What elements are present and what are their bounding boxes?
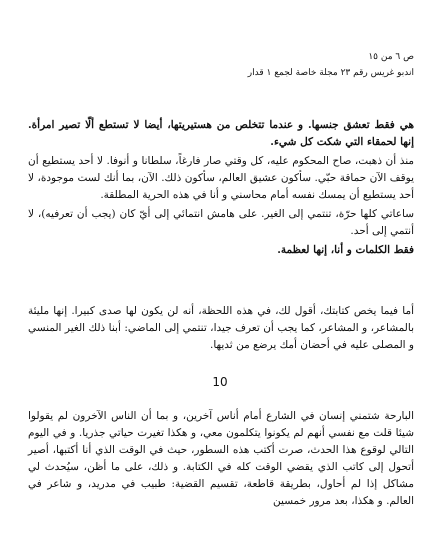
paragraph-2: منذ أن ذهبت، صاح المحكوم عليه، كل وقتي صار فارغاً، سلطانا و أنوفا. لا أحد يستطيع أن يوقف الآن حماقة حبّي. سأكون عشيق العالم، سأكون ذلك. الآن، بما أنك لست موجودة، لا أحد يستطيع أن يمسك نفسه أمام محاسني و أنا في هذه الحرية المطلقة. [28, 155, 414, 201]
section-number: 10 [212, 375, 228, 389]
paragraph-1: هي فقط تعشق جنسها. و عندما تتخلص من هستيريتها، أيضا لا تستطع ألّا تصير امرأة. إنها لحمقاء التي شكت كل شيء. [28, 119, 414, 148]
page-header [28, 52, 414, 90]
section-1 [28, 117, 414, 261]
issue-line: اندبو غريس رقم ٢٣ مجلة خاصة لجمع ١ قدار [247, 68, 414, 78]
section-2 [28, 303, 414, 356]
section-3 [28, 408, 414, 512]
paragraph-3: ساعاتي كلها حرّة، تنتمي إلى الغير. على هامش انتمائي إلى أيّ كان (يجب أن تعرفيه)، لا أنتمي إلى أحد. [28, 208, 414, 237]
paragraph-5: أما فيما يخص كتابتك، أقول لك، في هذه اللحظة، أنه لن يكون لها صدى كبيرا. إنها مليئة بالمشاعر، و المشاعر، كما يجب أن تعرف جيدا، تنتمي إلى الماضي: أبنا ذلك الغير المنسي و المصلى عليه في أحضان أمك يرضع من ثديها. [28, 305, 414, 351]
paragraph-6: البارحة شتمني إنسان في الشارع أمام أناس آخرين، و بما أن الناس الآخرون لم يقولوا شيئا قلت مع نفسي أنهم لم يكونوا يتكلمون معي، و هكذا تغيرت حياتي جذريا. و في اليوم التالي لوقوع هذا الحدث، صرت أكتب هذه السطور، حيث في الوقت الذي أنا أكتبها، أصير أتحول إلى كاتب الذي يقضي الوقت كله في الكتابة. و ذلك، على ما أظن، سيُحدث لي مشاكل إذا لم أحاول، بطريقة قاطعة، تقسيم القضية: طبيب في مدريد، و شاعر في العالم. و هكذا، بعد مرور خمسين [28, 410, 414, 507]
page-number: ص ٦ من ١٥ [368, 52, 414, 62]
paragraph-4: فقط الكلمات و أنا، إنها لعظمة. [277, 244, 414, 256]
